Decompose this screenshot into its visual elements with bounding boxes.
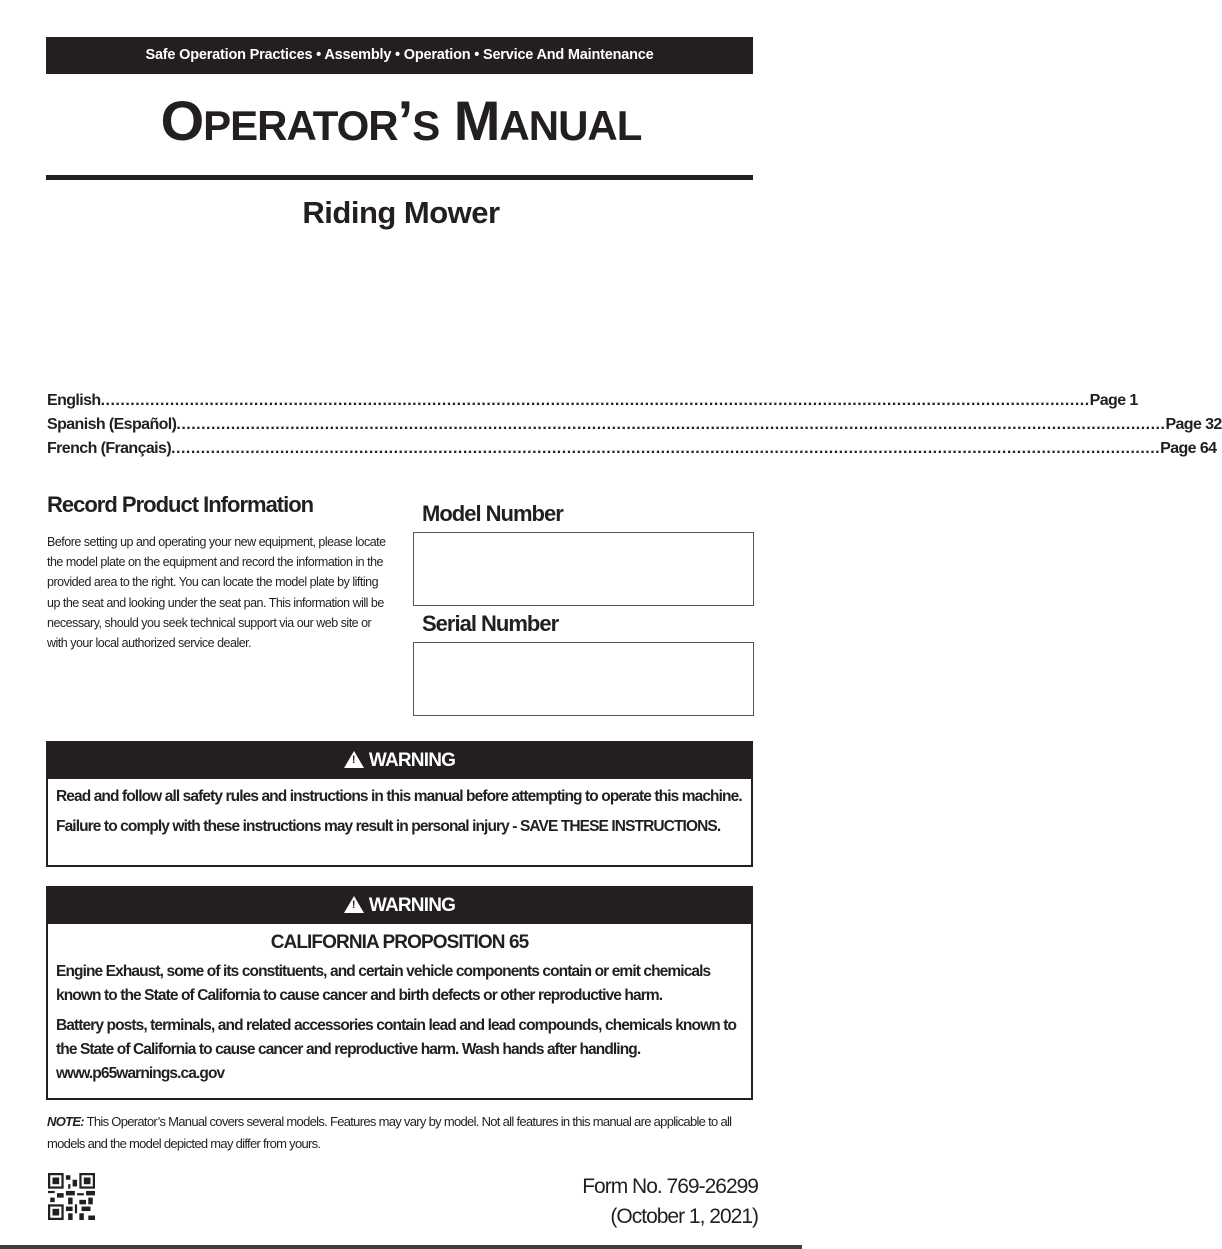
toc-entry-spanish[interactable]: Spanish (Español) ........................................................................................................................................................................................................ Page 32 (47, 416, 1222, 433)
model-number-label: Model Number (422, 501, 563, 526)
safety-warning-box (46, 741, 753, 867)
note: NOTE: This Operator’s Manual covers several models. Features may vary by model. Not all features in this manual are applicable to all models and the model depicted may differ from yours. (47, 1114, 732, 1151)
top-banner: Safe Operation Practices • Assembly • Operation • Service And Maintenance (46, 37, 753, 74)
toc-entry-english[interactable]: English ........................................................................................................................................................................................................ Page 1 (47, 392, 1138, 409)
model-number-field[interactable] (413, 532, 754, 606)
record-instructions: Before setting up and operating your new equipment, please locate the model plate on the equipment and record the information in the provided area to the right. You can locate the model plate by lifting up the seat and looking under the seat pan. This information will be necessary, should you seek technical support via our web site or with your local authorized service dealer. (47, 535, 386, 651)
page-bottom-rule (0, 1245, 802, 1249)
warning-text: Engine Exhaust, some of its constituents, and certain vehicle components contain or emit chemicals known to the State of California to cause cancer and birth defects or other reproductive harm. (56, 963, 711, 1004)
warning-text: Read and follow all safety rules and instructions in this manual before attempting to operate this machine. (56, 788, 742, 805)
product-subtitle: Riding Mower (302, 195, 500, 230)
prop65-warning-box (46, 886, 753, 1100)
manual-title: OPERATOR’S MANUAL (160, 89, 642, 152)
warning-triangle-icon (344, 896, 364, 913)
prop65-title: CALIFORNIA PROPOSITION 65 (270, 932, 529, 953)
warning-header: !WARNING (48, 743, 751, 779)
warning-text: Failure to comply with these instructions may result in personal injury - SAVE THESE INSTRUCTIONS. (56, 818, 721, 835)
form-info (582, 1172, 758, 1232)
warning-text: Battery posts, terminals, and related accessories contain lead and lead compounds, chemicals known to the State of California to cause cancer and reproductive harm. Wash hands after handling. www.p65warnings.ca.gov (56, 1017, 737, 1082)
title-rule (46, 175, 753, 180)
serial-number-field[interactable] (413, 642, 754, 716)
form-number: Form No. 769-26299 (582, 1175, 758, 1198)
toc-entry-french[interactable]: French (Français) ........................................................................................................................................................................................................ Page 64 (47, 440, 1217, 457)
warning-header: !WARNING (48, 888, 751, 924)
record-heading: Record Product Information (47, 492, 314, 517)
warning-triangle-icon (344, 751, 364, 768)
serial-number-label: Serial Number (422, 611, 559, 636)
form-date: (October 1, 2021) (610, 1205, 758, 1228)
qr-code-icon (48, 1172, 95, 1221)
